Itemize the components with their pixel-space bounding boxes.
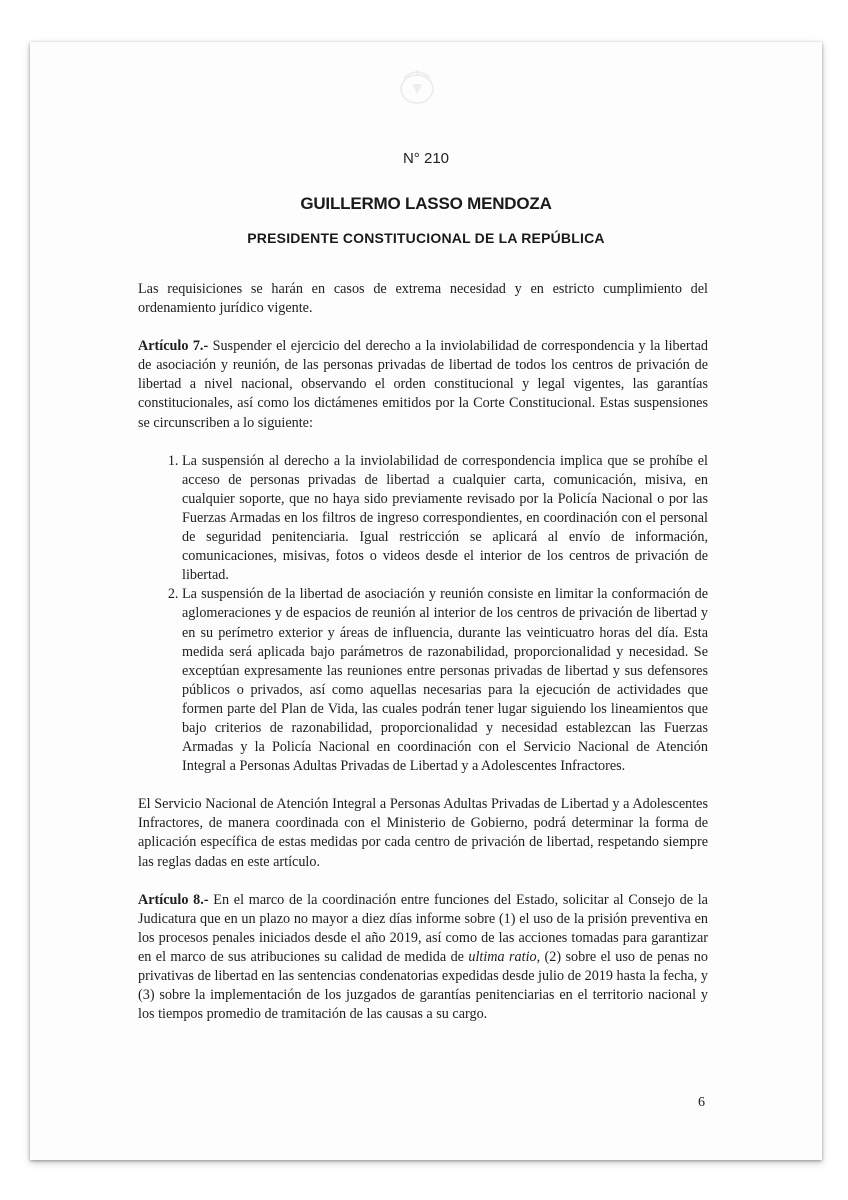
- article-8-text-after: (2) sobre el uso de penas no privativas de libertad en las sentencias condenatorias expedidas desde julio de 2019 hasta la fecha, y (3) sobre la implementación de los juzgados de garantías penitenciarias en el territorio nacional y los tiempos promedio de tramitación de las causas a su cargo.: [138, 948, 708, 1023]
- article-8-label: Artículo 8.-: [138, 891, 209, 908]
- coat-of-arms-watermark: [394, 64, 440, 110]
- article-8-italic: ultima ratio,: [468, 948, 541, 965]
- president-title: PRESIDENTE CONSTITUCIONAL DE LA REPÚBLICA: [247, 230, 605, 246]
- decree-number-value: 210: [423, 150, 450, 167]
- article-8: [138, 891, 708, 1025]
- page-number: 6: [698, 1095, 705, 1110]
- article-7-text: Suspender el ejercicio del derecho a la inviolabilidad de correspondencia y la libertad de asociación y reunión, de las personas privadas de libertad de todos los centros de privación de libertad a nivel nacional, observando el orden constitucional y legal vigentes, las garantías constitucionales, así como los dictámenes emitidos por la Corte Constitucional. Estas suspensiones se circunscriben a lo siguiente:: [138, 338, 708, 431]
- list-item: 1. La suspensión al derecho a la inviolabilidad de correspondencia implica que se prohíbe el acceso de personas privadas de libertad a cualquier carta, comunicación, misiva, en cualquier soporte, que no haya sido previamente revisado por la Policía Nacional o por las Fuerzas Armadas en los filtros de ingreso correspondientes, en coordinación con el personal de seguridad penitenciaria. Igual restricción se aplicará al envío de información, comunicaciones, misivas, fotos o videos desde el interior de los centros de privación de libertad.: [182, 452, 708, 586]
- decree-number: [30, 150, 822, 167]
- article-8-text-before: En el marco de la coordinación entre funciones del Estado, solicitar al Consejo de la Judicatura que en un plazo no mayor a diez días informe sobre (1) el uso de la prisión preventiva en los procesos penales iniciados desde el año 2019, así como de las acciones tomadas para garantizar en el marco de sus atribuciones su calidad de medida de: [138, 891, 708, 965]
- decree-number-prefix: N°: [402, 150, 420, 167]
- paragraph-servicio-nacional: El Servicio Nacional de Atención Integral a Personas Adultas Privadas de Libertad y a Adolescentes Infractores, de manera coordinada con el Ministerio de Gobierno, podrá determinar la forma de aplicación específica de estas medidas por cada centro de privación de libertad, respetando siempre las reglas dadas en este artículo.: [138, 796, 708, 870]
- president-name: GUILLERMO LASSO MENDOZA: [300, 194, 552, 213]
- article-7: [138, 337, 708, 432]
- list-item: 2. La suspensión de la libertad de asociación y reunión consiste en limitar la conformación de aglomeraciones y de espacios de reunión al interior de los centros de privación de libertad y en su perímetro exterior y áreas de influencia, durante las veinticuatro horas del día. Esta medida será aplicada bajo parámetros de razonabilidad, proporcionalidad y necesidad. Se exceptúan expresamente las reuniones entre personas privadas de libertad y sus defensores públicos o privados, así como aquellas necesarias para la ejecución de actividades que formen parte del Plan de Vida, las cuales podrán tener lugar siguiendo los lineamientos que bajo criterios de razonabilidad, proporcionalidad y necesidad establezcan las Fuerzas Armadas y la Policía Nacional en coordinación con el Servicio Nacional de Atención Integral a Personas Adultas Privadas de Libertad y a Adolescentes Infractores.: [182, 585, 708, 776]
- document-body: [138, 280, 708, 1043]
- document-page: [30, 42, 822, 1160]
- article-7-label: Artículo 7.-: [138, 338, 209, 355]
- paragraph-requisiciones: Las requisiciones se harán en casos de extrema necesidad y en estricto cumplimiento del ordenamiento jurídico vigente.: [138, 281, 708, 317]
- article-7-list: [138, 452, 708, 777]
